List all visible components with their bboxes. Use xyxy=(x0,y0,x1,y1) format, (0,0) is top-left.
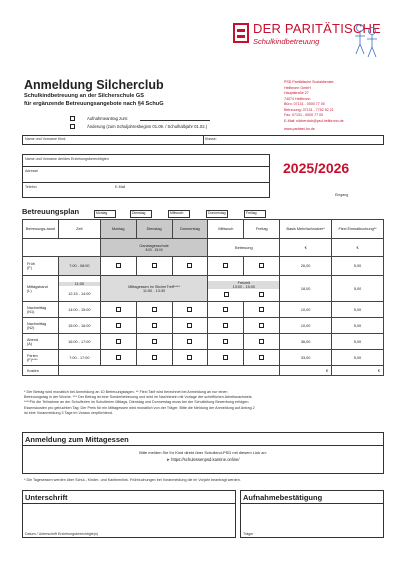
day-cell[interactable] xyxy=(136,302,172,318)
checkbox[interactable] xyxy=(152,339,157,344)
day-cell[interactable] xyxy=(172,318,208,334)
cost-cell: 26,00 xyxy=(280,257,332,276)
address-label: Adresse xyxy=(25,169,39,173)
day-box-thu[interactable] xyxy=(206,210,228,218)
page-subtitle-2: für ergänzende Betreuungsangebote nach §4 SchuG xyxy=(24,101,164,107)
time-cell: 7:00 - 08:00 xyxy=(58,257,100,276)
checkbox[interactable] xyxy=(223,323,228,328)
empty-cell xyxy=(23,239,101,257)
band-code: (N2) xyxy=(27,325,35,330)
euro-symbol: € xyxy=(304,245,307,250)
day-cell[interactable] xyxy=(208,257,244,276)
betreuung-label: Betreuung xyxy=(235,245,253,250)
day-cell[interactable] xyxy=(208,302,244,318)
cost-cell: 5,00 xyxy=(332,350,384,366)
option-change-label: Änderung (zum Schuljahresbeginn 01.09. / Schulhalbjahr 01.02.) xyxy=(87,124,208,129)
parents-label: Name und Vorname der/des Erziehungsberechtigten xyxy=(25,157,109,161)
address-line: 74074 Heilbronn xyxy=(284,96,311,101)
total-label: Kosten xyxy=(23,366,59,376)
day-cell[interactable] xyxy=(100,318,136,334)
address-field[interactable] xyxy=(23,167,269,183)
day-cell[interactable] xyxy=(172,302,208,318)
euro-symbol: € xyxy=(377,368,380,373)
euro-cell xyxy=(332,239,384,257)
lunch-footnote: * Die Tagesessen werden über Schul-, Kinder- und Kantinenlink. Frühbuchungen bei Voranmeldung die im Vorjahr beantragt werden. xyxy=(24,478,241,482)
day-box-label: Donnerstag xyxy=(208,211,226,215)
day-box-tue[interactable] xyxy=(130,210,152,218)
band-cell xyxy=(23,276,59,302)
band-code: (N1) xyxy=(27,309,35,314)
cost-cell: 5,00 xyxy=(332,334,384,350)
band-name: Ferien xyxy=(27,353,38,358)
total-euro-basic[interactable] xyxy=(280,366,332,376)
cost-cell: 10,00 xyxy=(280,318,332,334)
phone-field[interactable] xyxy=(23,183,113,199)
checkbox[interactable] xyxy=(152,307,157,312)
day-cell[interactable] xyxy=(100,257,136,276)
child-name-label: Name und Vorname Kind: xyxy=(25,137,67,141)
checkbox[interactable] xyxy=(223,339,228,344)
checkbox[interactable] xyxy=(224,292,229,297)
day-cell[interactable] xyxy=(100,302,136,318)
day-cell[interactable] xyxy=(208,350,244,366)
col-wed: Mittwoch xyxy=(208,220,244,239)
col-fri: Freitag xyxy=(244,220,280,239)
arrow-right-icon: ➤ xyxy=(166,457,172,462)
cost-cell: 5,00 xyxy=(332,276,384,302)
freizeit-time: 13:00 - 15:00 xyxy=(208,285,279,289)
option-admission-label: Aufnahmeantrag zum: xyxy=(87,116,129,121)
checkbox[interactable] xyxy=(187,355,192,360)
day-cell[interactable] xyxy=(136,257,172,276)
day-box-label: Montag xyxy=(96,211,108,215)
table-row xyxy=(23,257,384,276)
received-label: Eingang xyxy=(335,193,349,197)
plan-heading: Betreuungsplan xyxy=(22,207,80,216)
time-cell xyxy=(58,276,100,302)
freizeit-cell xyxy=(208,276,280,302)
table-row xyxy=(23,334,384,350)
table-row xyxy=(23,302,384,318)
lunch-band-cell xyxy=(100,276,208,302)
lunch-registration-box xyxy=(22,432,384,474)
checkbox[interactable] xyxy=(116,355,121,360)
footnote-line: * Der Betrag wird monatlich bei Anmeldung an 10 Betreuungstagen. ** Flexi Tarif wird berechnet bei Anmeldung an nur einen xyxy=(24,390,228,394)
ganztag-time: 8:00 - 15:00 xyxy=(145,247,163,252)
address-line: www.paritaet-hn.de xyxy=(284,127,315,131)
address-line: E-Mail: silcherclub@psd-heilbronn.de xyxy=(284,118,344,123)
parents-block xyxy=(22,154,270,198)
day-cell[interactable] xyxy=(244,302,280,318)
child-name-row xyxy=(22,135,384,145)
checkbox[interactable] xyxy=(152,355,157,360)
address-line: Fax: 07131 - 0000 77 00 xyxy=(284,113,324,117)
lunch-band-label: Mittagessen im SilcherTreff**** xyxy=(128,284,180,289)
day-cell[interactable] xyxy=(136,350,172,366)
lunch-heading: Anmeldung zum Mittagessen xyxy=(25,435,129,444)
day-box-mon[interactable] xyxy=(94,210,116,218)
signature-heading: Unterschrift xyxy=(25,493,68,502)
day-cell[interactable] xyxy=(100,334,136,350)
checkbox[interactable] xyxy=(116,339,121,344)
day-box-fri[interactable] xyxy=(244,210,266,218)
checkbox[interactable] xyxy=(223,355,228,360)
child-name-field[interactable] xyxy=(23,136,203,144)
day-cell[interactable] xyxy=(172,350,208,366)
cost-cell: 33,00 xyxy=(280,350,332,366)
freizeit-label: Freizeit xyxy=(208,281,279,285)
divider xyxy=(23,503,235,504)
col-time: Zeit xyxy=(58,220,100,239)
day-cell[interactable] xyxy=(172,334,208,350)
day-cell[interactable] xyxy=(172,257,208,276)
org-name: DER PARITÄTISCHE xyxy=(253,21,381,36)
table-row xyxy=(23,318,384,334)
band-cell xyxy=(23,302,59,318)
band-name: Mittagsband xyxy=(27,284,48,289)
col-cost-flexi: Flexi Einmalbuchung** xyxy=(332,220,384,239)
footnote-line: ****Für die Teilnahme an der Schulferien im Schulferien Mittags, Dienstag und Donnerstag muss bei der Schulleitung Bewerbung erfolgen. xyxy=(24,400,250,405)
footnote-line: Betreuungstag in der Woche. *** Der Betrag ist eine Sonderbetreuung und wird im Nachhinein mit Vorlage der schriftlichen Arbeitsnachweis. xyxy=(24,395,253,400)
day-cell[interactable] xyxy=(208,318,244,334)
band-code: (F)**** xyxy=(27,357,38,362)
cost-cell: 5,00 xyxy=(332,318,384,334)
table-row xyxy=(23,276,384,302)
checkbox[interactable] xyxy=(187,307,192,312)
address-line: PSD Paritätische Sozialdienste xyxy=(284,80,334,84)
ganztag-cell xyxy=(100,239,208,257)
checkbox[interactable] xyxy=(259,292,264,297)
org-address xyxy=(284,80,380,133)
checkbox[interactable] xyxy=(187,339,192,344)
option-admission[interactable] xyxy=(70,116,210,121)
confirmation-box[interactable] xyxy=(240,490,384,538)
checkbox[interactable] xyxy=(152,263,157,268)
email-label: E-Mail xyxy=(115,185,126,189)
cost-cell: 5,00 xyxy=(332,302,384,318)
admission-checkbox[interactable] xyxy=(70,116,75,121)
footnote-line: Essenskosten pro gebuchten Tag: Der Preis für ein Mittagessen wird monatlich von der Träger. Bitte die Meldung der Anmeldung auf Antrag 2 xyxy=(24,405,255,410)
time-cell: 14:00 - 15:00 xyxy=(58,302,100,318)
paritaet-logo-icon xyxy=(233,23,249,43)
checkbox[interactable] xyxy=(259,339,264,344)
lunch-link[interactable] xyxy=(23,457,383,462)
children-illustration-icon xyxy=(352,22,380,62)
lunch-instructions: Bitte melden Sie Ihr Kind direkt über Schulkind-PSD mit diesem Link an: xyxy=(139,450,267,455)
col-tue: Dienstag xyxy=(136,220,172,239)
address-line: Hauptstraße 27 xyxy=(284,91,309,95)
cost-cell: 18,00 xyxy=(280,276,332,302)
day-cell[interactable] xyxy=(136,334,172,350)
day-box-label: Dienstag xyxy=(132,211,146,215)
page-subtitle: Schulkindbetreuung an der Silcherschule GS xyxy=(24,93,144,99)
confirmation-heading: Aufnahmebestätigung xyxy=(243,493,323,502)
checkbox[interactable] xyxy=(259,307,264,312)
band-code: (L) xyxy=(27,288,32,293)
band-name: Früh xyxy=(27,262,35,266)
email-field[interactable] xyxy=(113,183,271,199)
band-code: (A) xyxy=(27,341,33,346)
day-box-label: Freitag xyxy=(246,211,257,215)
checkbox[interactable] xyxy=(223,307,228,312)
checkbox[interactable] xyxy=(187,323,192,328)
checkbox[interactable] xyxy=(116,323,121,328)
checkbox[interactable] xyxy=(116,307,121,312)
divider xyxy=(23,445,383,446)
day-cell[interactable] xyxy=(244,334,280,350)
divider xyxy=(241,503,383,504)
address-line: Heilbronn GmbH xyxy=(284,85,311,90)
footnote-line: ist eine Voranmeldung 3 Tage im Voraus verpflichtend. xyxy=(24,410,113,415)
day-cell[interactable] xyxy=(208,334,244,350)
table-header-row xyxy=(23,220,384,239)
address-line: Büro: 07131 - 0000 77 00 xyxy=(284,102,325,106)
day-box-wed[interactable] xyxy=(168,210,190,218)
option-change[interactable] xyxy=(70,124,207,129)
checkbox[interactable] xyxy=(223,263,228,268)
page-title: Anmeldung Silcherclub xyxy=(24,78,164,92)
band-cell xyxy=(23,257,59,276)
care-plan-table xyxy=(22,219,384,376)
org-logo xyxy=(233,18,381,50)
band-cell xyxy=(23,350,59,366)
table-row xyxy=(23,239,384,257)
checkbox[interactable] xyxy=(259,323,264,328)
euro-symbol: € xyxy=(356,245,359,250)
day-cell[interactable] xyxy=(100,350,136,366)
day-cell[interactable] xyxy=(244,257,280,276)
day-cell[interactable] xyxy=(136,318,172,334)
time-cell: 16:00 - 17:00 xyxy=(58,334,100,350)
col-band: Betreuungs-band xyxy=(23,220,59,239)
checkbox[interactable] xyxy=(187,263,192,268)
table-row xyxy=(23,350,384,366)
confirmation-footer: Träger xyxy=(243,532,254,536)
col-thu: Donnerstag xyxy=(172,220,208,239)
admission-date-field[interactable] xyxy=(140,117,210,121)
band-code: (F) xyxy=(27,266,32,270)
band-cell xyxy=(23,318,59,334)
phone-label: Telefon xyxy=(25,185,37,189)
col-mon: Montag xyxy=(100,220,136,239)
cost-cell: 36,00 xyxy=(280,334,332,350)
day-cell[interactable] xyxy=(244,318,280,334)
ganztag-label: Ganztagesschule xyxy=(139,243,169,248)
time-cell: 7:00 - 17:00 xyxy=(58,350,100,366)
address-line: Betreuung: 07131 - 7752 52 21 xyxy=(284,107,334,112)
euro-cell xyxy=(280,239,332,257)
day-box-label: Mittwoch xyxy=(170,211,184,215)
checkbox[interactable] xyxy=(152,323,157,328)
lunch-inner-time: 11:00 xyxy=(59,282,100,286)
checkbox[interactable] xyxy=(259,263,264,268)
class-label: Klasse: xyxy=(205,137,217,141)
band-name: Abend xyxy=(27,337,38,342)
org-subtitle: Schulkindbetreuung xyxy=(253,37,320,46)
betreuung-cell xyxy=(208,239,280,257)
change-checkbox[interactable] xyxy=(70,124,75,129)
signature-section xyxy=(22,490,384,538)
time-value: 12:15 - 14:00 xyxy=(68,291,91,296)
footnotes xyxy=(24,390,380,416)
total-euro-flexi[interactable] xyxy=(332,366,384,376)
col-cost-basic: Basis Mehrfachnutzer* xyxy=(280,220,332,239)
school-year: 2025/2026 xyxy=(283,160,350,176)
empty-cell xyxy=(58,366,279,376)
band-name: Nachmittag xyxy=(27,321,47,326)
cost-cell: 10,00 xyxy=(280,302,332,318)
signature-box[interactable] xyxy=(22,490,236,538)
signature-footer: Datum / Unterschrift Erziehungsberechtigte(n) xyxy=(25,532,99,536)
band-name: Nachmittag xyxy=(27,305,47,310)
time-cell: 15:00 - 16:00 xyxy=(58,318,100,334)
lunch-band-time: 11:50 - 13:30 xyxy=(143,288,166,293)
day-cell[interactable] xyxy=(244,350,280,366)
lunch-link-text[interactable]: https://schulessenpsd.kantine.online/ xyxy=(171,457,240,462)
parents-field[interactable] xyxy=(23,155,269,167)
total-row xyxy=(23,366,384,376)
class-field[interactable] xyxy=(203,136,385,144)
euro-symbol: € xyxy=(325,368,329,373)
checkbox[interactable] xyxy=(259,355,264,360)
band-cell xyxy=(23,334,59,350)
cost-cell: 5,00 xyxy=(332,257,384,276)
checkbox[interactable] xyxy=(116,263,121,268)
